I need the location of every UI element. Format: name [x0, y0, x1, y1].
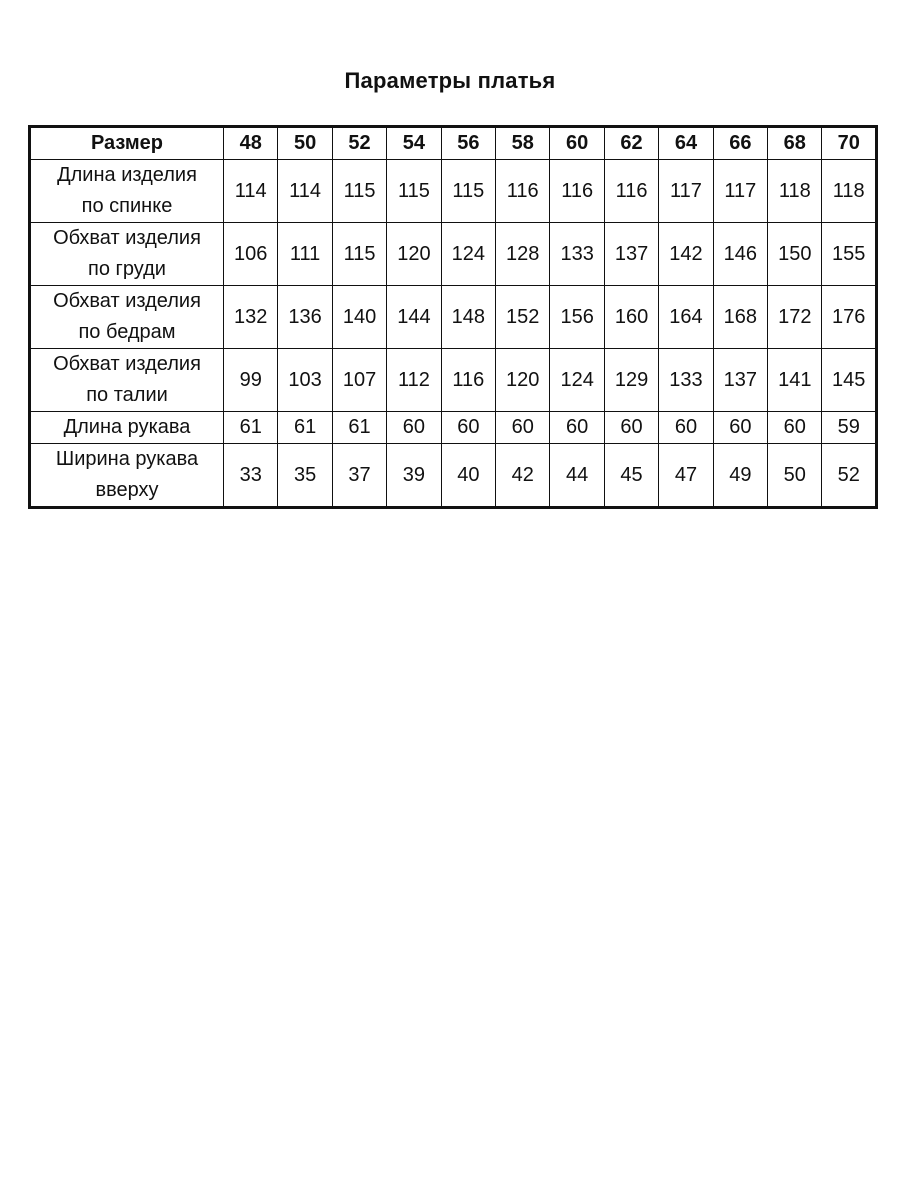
table-cell: 150 — [768, 223, 822, 286]
size-header: 58 — [496, 127, 550, 160]
table-cell: 164 — [659, 286, 713, 349]
table-cell: 50 — [768, 444, 822, 508]
row-label-line: Обхват изделия — [53, 353, 201, 375]
size-header: 48 — [224, 127, 278, 160]
table-cell: 111 — [278, 223, 332, 286]
table-cell: 60 — [659, 412, 713, 444]
table-cell: 132 — [224, 286, 278, 349]
table-cell: 60 — [604, 412, 658, 444]
size-header: 52 — [332, 127, 386, 160]
size-table — [28, 125, 878, 509]
table-cell: 172 — [768, 286, 822, 349]
size-header: 60 — [550, 127, 604, 160]
table-cell: 52 — [822, 444, 877, 508]
table-cell: 137 — [713, 349, 767, 412]
table-cell: 118 — [768, 160, 822, 223]
size-header: 66 — [713, 127, 767, 160]
table-cell: 115 — [332, 160, 386, 223]
table-cell: 60 — [550, 412, 604, 444]
row-label-line: Длина изделия — [57, 164, 197, 186]
size-header: 50 — [278, 127, 332, 160]
table-cell: 136 — [278, 286, 332, 349]
table-cell: 156 — [550, 286, 604, 349]
table-cell: 60 — [441, 412, 495, 444]
table-cell: 60 — [768, 412, 822, 444]
table-cell: 40 — [441, 444, 495, 508]
table-row — [30, 286, 877, 349]
table-cell: 61 — [224, 412, 278, 444]
row-label — [30, 286, 224, 349]
table-cell: 133 — [550, 223, 604, 286]
table-cell: 117 — [659, 160, 713, 223]
table-cell: 44 — [550, 444, 604, 508]
size-header: 56 — [441, 127, 495, 160]
table-cell: 124 — [441, 223, 495, 286]
size-header: 64 — [659, 127, 713, 160]
row-label-line: по спинке — [81, 195, 173, 217]
table-cell: 116 — [550, 160, 604, 223]
row-label — [30, 160, 224, 223]
table-row — [30, 349, 877, 412]
table-cell: 141 — [768, 349, 822, 412]
table-cell: 35 — [278, 444, 332, 508]
table-row — [30, 444, 877, 508]
table-cell: 39 — [387, 444, 441, 508]
table-cell: 103 — [278, 349, 332, 412]
table-row — [30, 223, 877, 286]
table-cell: 45 — [604, 444, 658, 508]
table-cell: 106 — [224, 223, 278, 286]
table-cell: 137 — [604, 223, 658, 286]
table-cell: 60 — [496, 412, 550, 444]
size-header: 70 — [822, 127, 877, 160]
row-label — [30, 223, 224, 286]
table-cell: 99 — [224, 349, 278, 412]
table-cell: 60 — [713, 412, 767, 444]
table-cell: 112 — [387, 349, 441, 412]
row-label-line: Обхват изделия — [53, 227, 201, 249]
table-cell: 140 — [332, 286, 386, 349]
table-cell: 115 — [387, 160, 441, 223]
table-cell: 33 — [224, 444, 278, 508]
size-header: 54 — [387, 127, 441, 160]
row-label — [30, 412, 224, 444]
row-label-line: Длина рукава — [63, 416, 191, 438]
table-cell: 116 — [496, 160, 550, 223]
row-label-line: Ширина рукава — [55, 448, 199, 470]
table-cell: 146 — [713, 223, 767, 286]
table-cell: 116 — [441, 349, 495, 412]
table-cell: 160 — [604, 286, 658, 349]
table-cell: 124 — [550, 349, 604, 412]
table-cell: 144 — [387, 286, 441, 349]
table-cell: 133 — [659, 349, 713, 412]
table-cell: 42 — [496, 444, 550, 508]
row-label-line: по бедрам — [78, 321, 176, 343]
size-header: 68 — [768, 127, 822, 160]
row-label — [30, 444, 224, 508]
header-row — [30, 127, 877, 160]
row-label — [30, 349, 224, 412]
table-cell: 176 — [822, 286, 877, 349]
table-cell: 128 — [496, 223, 550, 286]
table-cell: 168 — [713, 286, 767, 349]
table-cell: 120 — [496, 349, 550, 412]
table-cell: 114 — [278, 160, 332, 223]
table-cell: 114 — [224, 160, 278, 223]
table-cell: 118 — [822, 160, 877, 223]
table-cell: 59 — [822, 412, 877, 444]
table-cell: 37 — [332, 444, 386, 508]
row-label-line: по талии — [86, 384, 168, 406]
table-cell: 148 — [441, 286, 495, 349]
table-cell: 116 — [604, 160, 658, 223]
page-title: Параметры платья — [344, 68, 556, 93]
table-row — [30, 160, 877, 223]
row-label-line: по груди — [88, 258, 166, 280]
table-cell: 145 — [822, 349, 877, 412]
table-cell: 142 — [659, 223, 713, 286]
row-label-line: Обхват изделия — [53, 290, 201, 312]
table-cell: 120 — [387, 223, 441, 286]
table-cell: 60 — [387, 412, 441, 444]
header-label: Размер — [30, 127, 224, 160]
row-label-line: вверху — [95, 479, 159, 501]
table-cell: 155 — [822, 223, 877, 286]
table-cell: 117 — [713, 160, 767, 223]
table-cell: 61 — [278, 412, 332, 444]
table-cell: 129 — [604, 349, 658, 412]
table-cell: 115 — [441, 160, 495, 223]
table-cell: 115 — [332, 223, 386, 286]
table-cell: 152 — [496, 286, 550, 349]
table-cell: 61 — [332, 412, 386, 444]
table-row — [30, 412, 877, 444]
table-cell: 107 — [332, 349, 386, 412]
table-cell: 47 — [659, 444, 713, 508]
table-cell: 49 — [713, 444, 767, 508]
size-header: 62 — [604, 127, 658, 160]
